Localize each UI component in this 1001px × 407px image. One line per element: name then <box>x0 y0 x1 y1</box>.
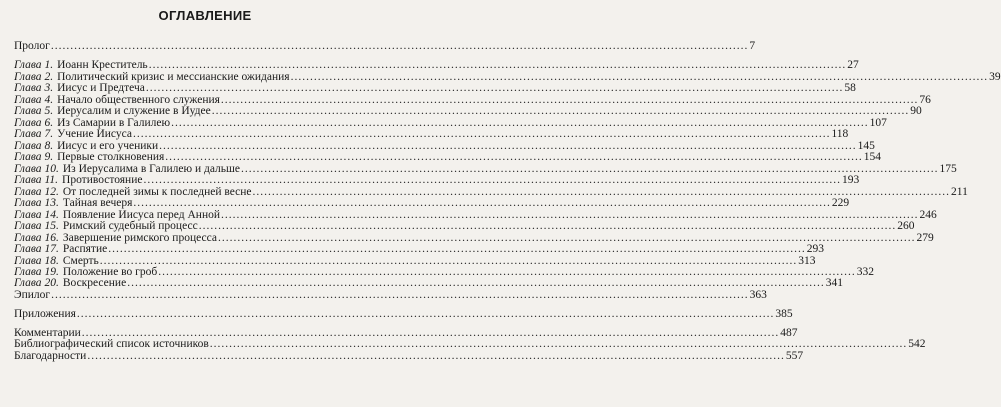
chapter-number: 2. <box>44 71 54 83</box>
dot-leader: .................................................................................................................................................................................... <box>158 266 856 278</box>
page-number: 193 <box>841 174 860 186</box>
page-number: 363 <box>749 289 767 301</box>
chapter-number: 20. <box>44 277 59 289</box>
toc-entry <box>14 174 860 186</box>
chapter-number: 3. <box>44 82 54 94</box>
chapter-prefix: Глава <box>14 140 42 152</box>
entry-title: Иерусалим и служение в Иудее <box>57 105 211 117</box>
page-number: 76 <box>919 94 931 106</box>
chapter-prefix: Глава <box>14 71 42 83</box>
toc-entry <box>14 350 804 362</box>
page-number: 58 <box>844 82 856 94</box>
page-number: 557 <box>785 350 804 362</box>
entry-title: Появление Иисуса перед Анной <box>62 209 221 221</box>
chapter-prefix: Глава <box>14 232 42 244</box>
page-number: 260 <box>897 220 915 232</box>
chapter-number: 1. <box>44 59 54 71</box>
page-number: 107 <box>869 117 887 129</box>
chapter-prefix: Глава <box>14 197 42 209</box>
dot-leader: .................................................................................................................................................................................... <box>145 82 844 94</box>
entry-title: Иисус и Предтеча <box>57 82 145 94</box>
page-number: 293 <box>806 243 824 255</box>
page-number: 211 <box>951 186 968 198</box>
dot-leader: .................................................................................................................................................................................... <box>171 117 869 129</box>
chapter-number: 13. <box>44 197 59 209</box>
entry-title: Из Самарии в Галилею <box>57 117 171 129</box>
chapter-number: 14. <box>44 209 59 221</box>
dot-leader: .................................................................................................................................................................................... <box>148 59 847 71</box>
toc-entry <box>14 220 915 232</box>
page-title: ОГЛАВЛЕНИЕ <box>158 8 252 23</box>
dot-leader: .................................................................................................................................................................................... <box>50 40 749 52</box>
chapter-prefix: Глава <box>14 94 42 106</box>
toc-entry <box>14 128 849 140</box>
page-number: 229 <box>831 197 850 209</box>
page-number: 385 <box>775 308 793 320</box>
page-number: 332 <box>856 266 874 278</box>
entry-title: Положение во гроб <box>62 266 158 278</box>
chapter-prefix: Глава <box>14 209 42 221</box>
chapter-prefix: Глава <box>14 255 42 267</box>
dot-leader: .................................................................................................................................................................................... <box>133 197 831 209</box>
entry-title: Римский судебный процесс <box>62 220 198 232</box>
entry-title: Политический кризис и мессианские ожидания <box>57 71 290 83</box>
entry-title: Тайная вечеря <box>62 197 133 209</box>
chapter-number: 8. <box>44 140 54 152</box>
chapter-prefix: Глава <box>14 243 42 255</box>
dot-leader: .................................................................................................................................................................................... <box>252 186 950 198</box>
dot-leader: .................................................................................................................................................................................... <box>221 209 919 221</box>
dot-leader: .................................................................................................................................................................................... <box>99 255 798 267</box>
dot-leader: .................................................................................................................................................................................... <box>165 151 863 163</box>
page-number: 39 <box>989 71 1001 83</box>
dot-leader: .................................................................................................................................................................................... <box>290 71 989 83</box>
toc-entry <box>14 243 824 255</box>
page-number: 542 <box>908 338 926 350</box>
page-number: 341 <box>825 277 843 289</box>
entry-title: Библиографический список источников <box>14 338 209 350</box>
entry-title: Завершение римского процесса <box>62 232 217 244</box>
chapter-prefix: Глава <box>14 266 42 278</box>
chapter-number: 16. <box>44 232 59 244</box>
entry-title: Иисус и его ученики <box>57 140 159 152</box>
dot-leader: .................................................................................................................................................................................... <box>217 232 916 244</box>
chapter-prefix: Глава <box>14 186 42 198</box>
dot-leader: .................................................................................................................................................................................... <box>240 163 939 175</box>
entry-title: Распятие <box>62 243 108 255</box>
dot-leader: .................................................................................................................................................................................... <box>209 338 908 350</box>
page-number: 27 <box>847 59 859 71</box>
chapter-prefix: Глава <box>14 59 42 71</box>
chapter-number: 17. <box>44 243 59 255</box>
page-number: 90 <box>910 105 922 117</box>
chapter-prefix: Глава <box>14 151 42 163</box>
chapter-number: 12. <box>44 186 59 198</box>
chapter-prefix: Глава <box>14 117 42 129</box>
entry-title: От последней зимы к последней весне <box>62 186 252 198</box>
toc-entry <box>14 82 856 94</box>
dot-leader: .................................................................................................................................................................................... <box>76 308 775 320</box>
page-number: 118 <box>831 128 849 140</box>
dot-leader: .................................................................................................................................................................................... <box>143 174 841 186</box>
page-number: 175 <box>939 163 957 175</box>
dot-leader: .................................................................................................................................................................................... <box>87 350 785 362</box>
entry-title: Благодарности <box>14 350 87 362</box>
toc-entry <box>14 338 926 350</box>
page-number: 313 <box>798 255 816 267</box>
entry-title: Воскресение <box>62 277 127 289</box>
chapter-number: 9. <box>44 151 54 163</box>
entry-title: Приложения <box>14 308 76 320</box>
entry-title: Начало общественного служения <box>57 94 220 106</box>
entry-title: Иоанн Креститель <box>57 59 148 71</box>
page-number: 154 <box>863 151 882 163</box>
dot-leader: .................................................................................................................................................................................... <box>81 327 780 339</box>
toc-entry <box>14 59 859 71</box>
toc-entry <box>14 151 882 163</box>
dot-leader: .................................................................................................................................................................................... <box>108 243 806 255</box>
dot-leader: .................................................................................................................................................................................... <box>51 289 749 301</box>
dot-leader: .................................................................................................................................................................................... <box>132 128 831 140</box>
chapter-number: 18. <box>44 255 59 267</box>
entry-title: Комментарии <box>14 327 81 339</box>
entry-title: Учение Иисуса <box>57 128 132 140</box>
chapter-prefix: Глава <box>14 128 42 140</box>
toc-entry <box>14 197 850 209</box>
chapter-prefix: Глава <box>14 277 42 289</box>
toc-entry <box>14 308 793 320</box>
toc-entry <box>14 289 767 301</box>
chapter-prefix: Глава <box>14 174 42 186</box>
entry-title: Первые столкновения <box>57 151 165 163</box>
chapter-number: 6. <box>44 117 54 129</box>
entry-title: Пролог <box>14 40 50 52</box>
page-number: 7 <box>749 40 756 52</box>
chapter-number: 5. <box>44 105 54 117</box>
page-number: 246 <box>919 209 937 221</box>
entry-title: Из Иерусалима в Галилею и дальше <box>62 163 240 175</box>
chapter-number: 4. <box>44 94 54 106</box>
entry-title: Противостояние <box>62 174 143 186</box>
chapter-number: 19. <box>44 266 59 278</box>
chapter-prefix: Глава <box>14 163 42 175</box>
chapter-number: 7. <box>44 128 54 140</box>
dot-leader: .................................................................................................................................................................................... <box>220 94 919 106</box>
entry-title: Смерть <box>62 255 99 267</box>
chapter-prefix: Глава <box>14 82 42 94</box>
chapter-prefix: Глава <box>14 105 42 117</box>
dot-leader: .................................................................................................................................................................................... <box>127 277 825 289</box>
entry-title: Эпилог <box>14 289 51 301</box>
page-number: 145 <box>857 140 875 152</box>
page-number: 279 <box>916 232 934 244</box>
dot-leader: .................................................................................................................................................................................... <box>198 220 897 232</box>
chapter-prefix: Глава <box>14 220 42 232</box>
dot-leader: .................................................................................................................................................................................... <box>159 140 857 152</box>
chapter-number: 10. <box>44 163 59 175</box>
toc-entry <box>14 277 843 289</box>
dot-leader: .................................................................................................................................................................................... <box>211 105 910 117</box>
chapter-number: 11. <box>44 174 59 186</box>
toc-entry <box>14 105 922 117</box>
chapter-number: 15. <box>44 220 59 232</box>
toc-entry <box>14 40 756 52</box>
page-number: 487 <box>780 327 798 339</box>
